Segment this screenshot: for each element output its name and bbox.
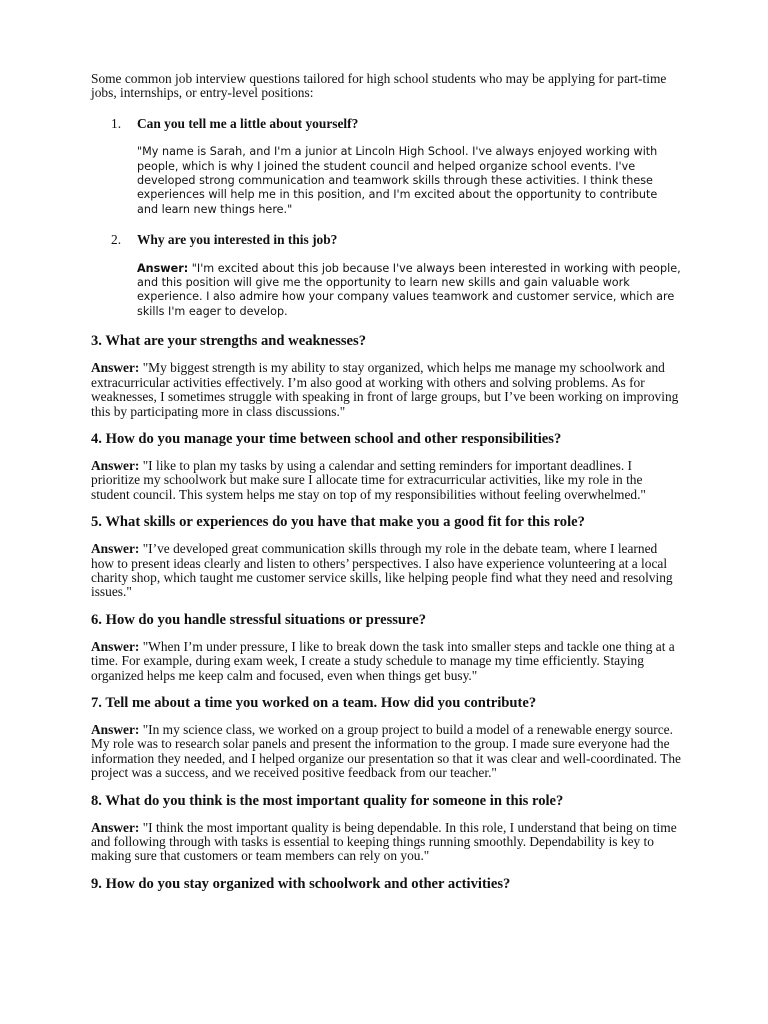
answer-4-label: Answer:	[91, 457, 140, 473]
answer-3-label: Answer:	[91, 360, 140, 376]
question-block-3	[91, 333, 681, 419]
answer-2-text: "I'm excited about this job because I've always been interested in working with people, and this position will give me the opportunity to learn new skills and gain valuable work experience. I also admire how your company values teamwork and customer service, which are skills I'm eager to develop.	[137, 261, 681, 318]
question-1	[111, 117, 681, 131]
answer-4-text: "I like to plan my tasks by using a calendar and setting reminders for important deadlines. I prioritize my schoolwork but make sure I allocate time for extracurricular activities, like my role in the student council. This system helps me stay on top of my responsibilities without feeling overwhelmed."	[91, 457, 646, 502]
question-block-6	[91, 612, 681, 683]
answer-1-text: "My name is Sarah, and I'm a junior at Lincoln High School. I've always enjoyed working with people, which is why I joined the student council and helped organize school events. I've developed strong communication and teamwork skills through these activities. I think these experiences will help me in this position, and I'm excited about the opportunity to contribute and learn new things here."	[137, 145, 658, 216]
question-4-heading: 4. How do you manage your time between school and other responsibilities?	[91, 430, 562, 447]
question-1-number: 1.	[111, 115, 122, 131]
question-block-9	[91, 876, 681, 892]
question-3-heading: 3. What are your strengths and weaknesses?	[91, 333, 367, 350]
answer-7-text: "In my science class, we worked on a group project to build a model of a renewable energy source. My role was to research solar panels and present the information to the group. I made sure everyone had the information they needed, and I helped organize our presentation so that it was clear and well-coordinated. The project was a success, and we received positive feedback from our teacher."	[91, 721, 681, 781]
question-block-4	[91, 431, 681, 502]
document-page	[91, 72, 681, 904]
answer-6-text: "When I’m under pressure, I like to break down the task into smaller steps and tackle one thing at a time. For example, during exam week, I create a study schedule to manage my time efficiently. Staying organized helps me keep calm and focused, even when things get busy."	[91, 638, 675, 683]
answer-4	[91, 459, 681, 502]
question-2-number: 2.	[111, 232, 122, 248]
answer-7	[91, 723, 681, 781]
answer-8-label: Answer:	[91, 819, 140, 835]
answer-7-label: Answer:	[91, 721, 140, 737]
answer-3-text: "My biggest strength is my ability to stay organized, which helps me manage my schoolwork and extracurricular activities effectively. I’m also good at working with others and solving problems. As for weaknesses, I sometimes struggle with speaking in front of large groups, but I’ve been working on improving this by participating more in class discussions."	[91, 360, 679, 419]
answer-5-label: Answer:	[91, 541, 140, 557]
answer-2-label: Answer:	[137, 261, 189, 275]
question-block-8	[91, 793, 681, 864]
question-8-heading: 8. What do you think is the most important quality for someone in this role?	[91, 792, 564, 809]
question-block-5	[91, 514, 681, 600]
intro-paragraph: Some common job interview questions tailored for high school students who may be applying for part-time jobs, internships, or entry-level positions:	[91, 71, 667, 101]
question-9-heading: 9. How do you stay organized with schoolwork and other activities?	[91, 875, 511, 892]
answer-5-text: "I’ve developed great communication skills through my role in the debate team, where I learned how to present ideas clearly and listen to others’ perspectives. I also have experience volunteering at a local charity shop, which taught me customer service skills, like helping people find what they need and resolving issues."	[91, 541, 673, 600]
question-block-7	[91, 695, 681, 781]
question-1-text: Can you tell me a little about yourself?	[137, 115, 359, 131]
question-7-heading: 7. Tell me about a time you worked on a team. How did you contribute?	[91, 694, 537, 711]
answer-6-label: Answer:	[91, 638, 140, 654]
answer-8	[91, 821, 681, 864]
answer-6	[91, 640, 681, 683]
question-2	[111, 233, 681, 247]
answer-3	[91, 361, 681, 419]
answer-8-text: "I think the most important quality is being dependable. In this role, I understand that being on time and following through with tasks is essential to keeping things running smoothly. Dependability is key to making sure that customers or team members can rely on you."	[91, 819, 677, 864]
answer-2	[137, 262, 681, 320]
answer-5	[91, 542, 681, 600]
question-2-text: Why are you interested in this job?	[137, 232, 338, 248]
question-6-heading: 6. How do you handle stressful situations or pressure?	[91, 611, 427, 628]
question-5-heading: 5. What skills or experiences do you have that make you a good fit for this role?	[91, 514, 585, 531]
